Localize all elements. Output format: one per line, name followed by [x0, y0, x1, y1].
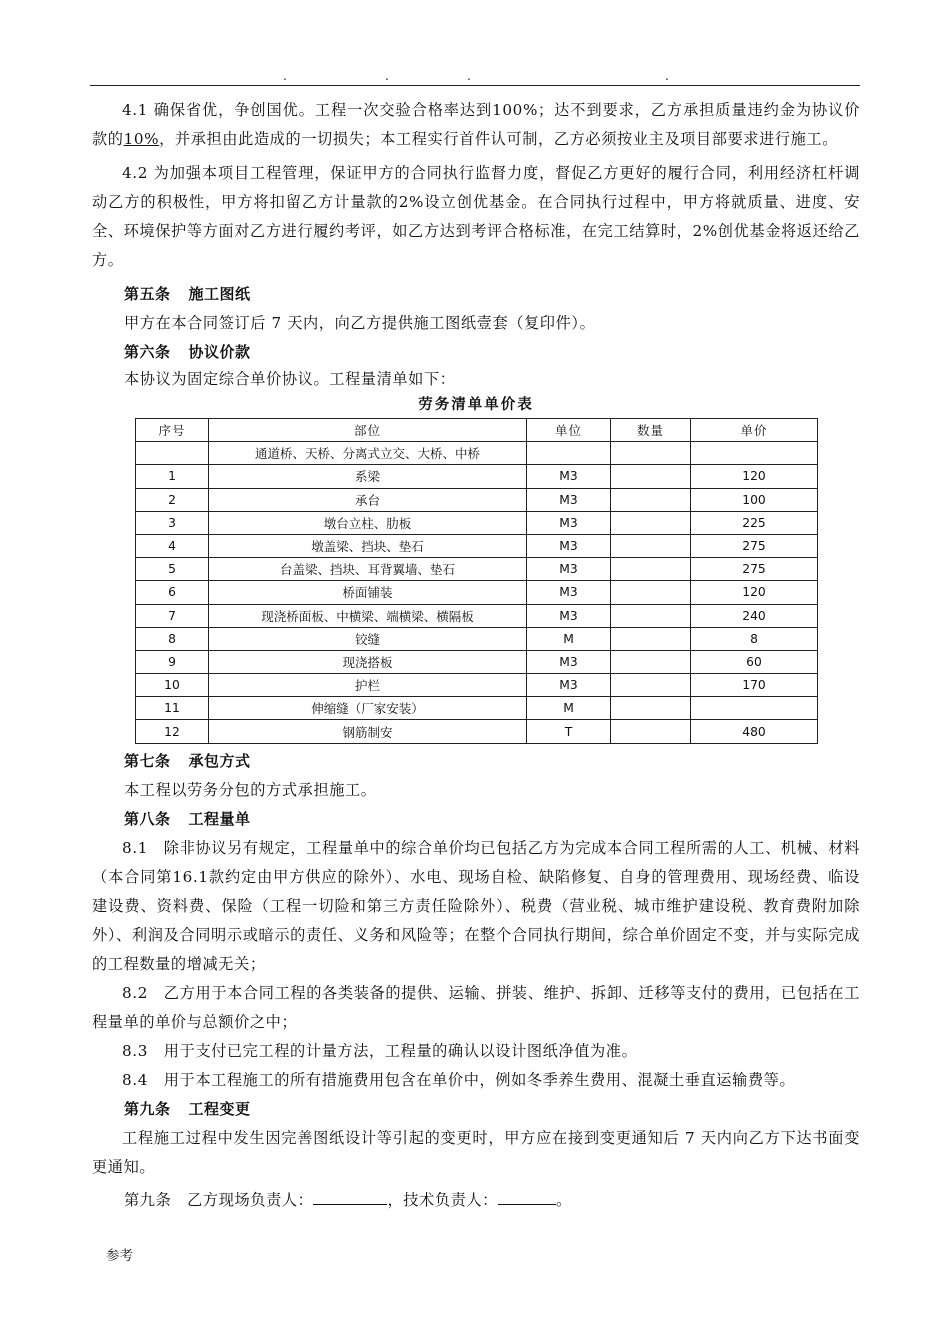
table-title: 劳务清单单价表 [418, 397, 534, 413]
footer-label: 参考 [106, 1248, 133, 1264]
table-row: 5 台盖梁、挡块、耳背翼墙、垫石 M3 275 [136, 558, 818, 581]
table-row: 2 承台 M3 100 [136, 488, 818, 511]
col-header-qty: 数量 [611, 419, 691, 442]
article-8-heading: 第八条 工程量单 [124, 809, 251, 828]
article-5-text: 甲方在本合同签订后 7 天内，向乙方提供施工图纸壹套（复印件）。 [124, 314, 596, 332]
clause-8-2: 8.2 乙方用于本合同工程的各类装备的提供、运输、拼装、维护、拆卸、迁移等支付的费用，已包括在工程量单的单价与总额价之中； [92, 983, 860, 1031]
table-section-row [136, 442, 818, 465]
article-9-text: 工程施工过程中发生因完善图纸设计等引起的变更时，甲方应在接到变更通知后 7 天内向乙方下达书面变更通知。 [92, 1128, 860, 1176]
section-label: 通道桥、天桥、分离式立交、大桥、中桥 [209, 442, 527, 465]
table-header-row [136, 419, 818, 442]
table-row: 4 墩盖梁、挡块、垫石 M3 275 [136, 534, 818, 557]
clause-4-2: 4.2 为加强本项目工程管理，保证甲方的合同执行监督力度，督促乙方更好的履行合同，利用经济杠杆调动乙方的积极性，甲方将扣留乙方计量款的2%设立创优基金。在合同执行过程中，甲方将就质量、进度、安全、环境保护等方面对乙方进行履约考评，如乙方达到考评合格标准，在完工结算时，2%创优基金将返还给乙方。 [92, 164, 860, 269]
tech-lead-blank[interactable] [498, 1188, 556, 1205]
article-6-text: 本协议为固定综合单价协议。工程量清单如下： [124, 370, 456, 388]
signature-line: 第九条 乙方现场负责人： ，技术负责人： 。 [124, 1186, 860, 1215]
clause-8-1: 8.1 除非协议另有规定，工程量单中的综合单价均已包括乙方为完成本合同工程所需的人工、机械、材料（本合同第16.1款约定由甲方供应的除外）、水电、现场自检、缺陷修复、自身的管理费用、现场经费、临设建设费、资料费、保险（工程一切险和第三方责任险除外）、税费（营业税、城市维护建设税、教育费附加除外）、利润及合同明示或暗示的责任、义务和风险等；在整个合同执行期间，综合单价固定不变，并与实际完成的工程数量的增减无关； [92, 838, 860, 973]
clause-8-3: 8.3 用于支付已完工程的计量方法，工程量的确认以设计图纸净值为准。 [122, 1041, 638, 1060]
col-header-no: 序号 [136, 419, 209, 442]
site-manager-blank[interactable] [313, 1188, 387, 1205]
header-dot: . [665, 69, 669, 83]
col-header-price: 单价 [691, 419, 818, 442]
clause-8-4: 8.4 用于本工程施工的所有措施费用包含在单价中，例如冬季养生费用、混凝土垂直运输费等。 [122, 1070, 796, 1089]
header-dot: . [385, 69, 389, 83]
article-9-heading: 第九条 工程变更 [124, 1099, 251, 1118]
table-row: 3 墩台立柱、肋板 M3 225 [136, 511, 818, 534]
article-5-heading: 第五条 施工图纸 [124, 285, 251, 303]
header-dot: . [283, 69, 287, 83]
article-7-heading: 第七条 承包方式 [124, 751, 251, 770]
table-row: 9 现浇搭板 M3 60 [136, 650, 818, 673]
table-row: 7 现浇桥面板、中横梁、端横梁、横隔板 M3 240 [136, 604, 818, 627]
article-6-heading: 第六条 协议价款 [124, 343, 251, 361]
table-row: 10 护栏 M3 170 [136, 674, 818, 697]
document-body [92, 96, 860, 1215]
table-row: 8 铰缝 M 8 [136, 627, 818, 650]
table-row: 11 伸缩缝（厂家安装） M [136, 697, 818, 720]
penalty-rate: 10% [123, 130, 160, 148]
header-dots [90, 70, 860, 84]
header-rule [90, 85, 860, 86]
col-header-unit: 单位 [527, 419, 611, 442]
article-7-text: 本工程以劳务分包的方式承担施工。 [124, 780, 377, 799]
header-dot: . [467, 69, 471, 83]
table-row: 1 系梁 M3 120 [136, 465, 818, 488]
clause-4-1: 4.1 确保省优，争创国优。工程一次交验合格率达到100%；达不到要求，乙方承担质量违约金为协议价款的10%，并承担由此造成的一切损失；本工程实行首件认可制，乙方必须按业主及项目部要求进行施工。 [92, 101, 860, 148]
price-table [135, 418, 818, 744]
table-row: 12 钢筋制安 T 480 [136, 720, 818, 743]
col-header-part: 部位 [209, 419, 527, 442]
table-row: 6 桥面铺装 M3 120 [136, 581, 818, 604]
